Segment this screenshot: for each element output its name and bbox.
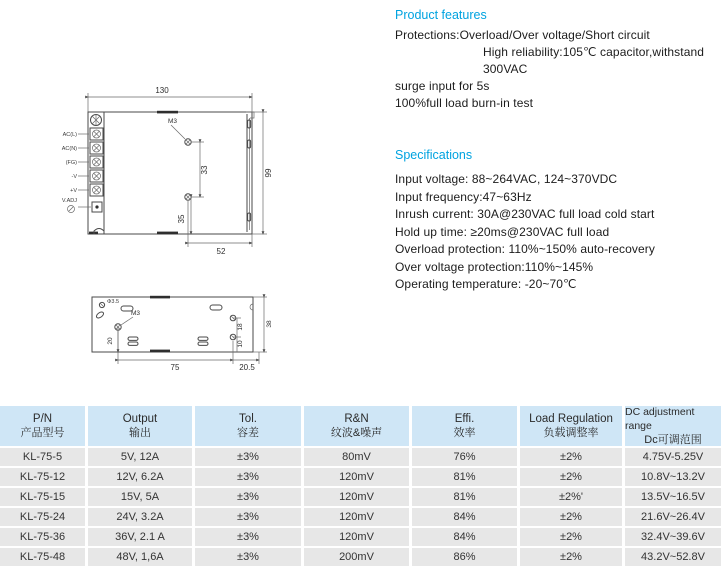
- m3-label: M3: [168, 118, 178, 125]
- dim-33-label: 33: [200, 165, 209, 175]
- spec-line: Hold up time: ≥20ms@230VAC full load: [395, 224, 610, 239]
- cell-tol: ±3%: [195, 448, 301, 466]
- cell-effi: 81%: [412, 488, 517, 506]
- dim-20-label: 20: [107, 337, 114, 345]
- dim-75-label: 75: [170, 363, 180, 372]
- cell-effi: 81%: [412, 468, 517, 486]
- terminal-label: -V: [71, 174, 77, 180]
- cell-dcrange: 32.4V~39.6V: [625, 528, 721, 546]
- column-header-pn: [0, 406, 85, 446]
- column-header-dcrange: [625, 406, 721, 446]
- spec-line: Inrush current: 30A@230VAC full load cold start: [395, 207, 655, 221]
- spec-line: Operating temperature: -20~70℃: [395, 277, 577, 291]
- cell-rn: 120mV: [304, 528, 409, 546]
- m3-label: M3: [131, 310, 141, 317]
- front-view-drawing: [50, 82, 295, 278]
- product-features-section: [395, 8, 721, 112]
- dim-38-label: 38: [266, 320, 273, 328]
- feature-line: surge input for 5s: [395, 79, 490, 93]
- column-header-output: [88, 406, 192, 446]
- cell-loadreg: ±2%: [520, 528, 622, 546]
- cell-rn: 120mV: [304, 508, 409, 526]
- cell-loadreg: ±2%: [520, 468, 622, 486]
- header-en: Load Regulation: [529, 413, 613, 425]
- header-en: DC adjustment range: [625, 406, 695, 432]
- dim-20-5-label: 20.5: [239, 363, 255, 372]
- cell-rn: 120mV: [304, 488, 409, 506]
- cell-output: 36V, 2.1 A: [88, 528, 192, 546]
- header-zh: 负载调整率: [543, 427, 599, 439]
- terminal-label: AC(N): [61, 146, 77, 152]
- cell-loadreg: ±2%': [520, 488, 622, 506]
- feature-line: Protections:Overload/Over voltage/Short circuit: [395, 28, 650, 42]
- terminal-label: +V: [70, 188, 77, 194]
- column-header-effi: [412, 406, 517, 446]
- cell-effi: 84%: [412, 528, 517, 546]
- specifications-title: Specifications: [395, 148, 473, 162]
- header-en: Effi.: [454, 413, 475, 425]
- spec-line: Overload protection: 110%~150% auto-recovery: [395, 242, 655, 256]
- feature-line: High reliability:105℃ capacitor,withstand 300VAC: [483, 45, 705, 76]
- cell-pn: KL-75-48: [0, 548, 85, 566]
- column-header-rn: [304, 406, 409, 446]
- header-en: Output: [122, 413, 158, 425]
- header-en: R&N: [344, 413, 369, 425]
- spec-table: [0, 406, 721, 566]
- cell-loadreg: ±2%: [520, 548, 622, 566]
- phi-hole: [95, 302, 104, 319]
- terminal-labels: [62, 132, 91, 213]
- vent-slots: [128, 337, 208, 345]
- header-zh: 容差: [237, 427, 259, 439]
- column-header-tol: [195, 406, 301, 446]
- terminal-block: [90, 128, 103, 196]
- cell-dcrange: 10.8V~13.2V: [625, 468, 721, 486]
- cell-tol: ±3%: [195, 528, 301, 546]
- spec-line: Input frequency:47~63Hz: [395, 189, 532, 204]
- header-zh: 效率: [453, 427, 476, 439]
- cell-rn: 200mV: [304, 548, 409, 566]
- specifications-section: [395, 148, 721, 294]
- cell-pn: KL-75-15: [0, 488, 85, 506]
- cell-pn: KL-75-5: [0, 448, 85, 466]
- dim-52-label: 52: [216, 247, 226, 256]
- cell-output: 15V, 5A: [88, 488, 192, 506]
- cell-dcrange: 4.75V-5.25V: [625, 448, 721, 466]
- header-zh: 产品型号: [20, 427, 65, 439]
- side-flange: [246, 112, 254, 232]
- header-en: Tol.: [239, 413, 257, 425]
- header-zh: 输出: [129, 427, 151, 439]
- screw-icon: [91, 115, 102, 126]
- terminal-label: AC(L): [62, 132, 77, 138]
- cell-effi: 86%: [412, 548, 517, 566]
- feature-line: 100%full load burn-in test: [395, 96, 534, 110]
- cell-output: 12V, 6.2A: [88, 468, 192, 486]
- potentiometer-icon: [92, 202, 102, 212]
- dim-99-label: 99: [264, 168, 273, 178]
- dim-10-label: 10: [237, 340, 244, 348]
- spec-line: Input voltage: 88~264VAC, 124~370VDC: [395, 172, 618, 186]
- cell-loadreg: ±2%: [520, 508, 622, 526]
- column-header-loadreg: [520, 406, 622, 446]
- cell-rn: 120mV: [304, 468, 409, 486]
- cell-tol: ±3%: [195, 508, 301, 526]
- cell-pn: KL-75-24: [0, 508, 85, 526]
- header-en: P/N: [32, 413, 53, 425]
- header-zh: Dc可调范围: [644, 434, 702, 446]
- bottom-view-drawing: [55, 283, 305, 383]
- cell-loadreg: ±2%: [520, 448, 622, 466]
- cell-output: 24V, 3.2A: [88, 508, 192, 526]
- cell-effi: 84%: [412, 508, 517, 526]
- cell-dcrange: 21.6V~26.4V: [625, 508, 721, 526]
- cell-output: 48V, 1,6A: [88, 548, 192, 566]
- cell-tol: ±3%: [195, 488, 301, 506]
- terminal-label: (FG): [65, 160, 77, 166]
- cell-output: 5V, 12A: [88, 448, 192, 466]
- cell-pn: KL-75-12: [0, 468, 85, 486]
- product-features-title: Product features: [395, 8, 487, 22]
- header-zh: 纹波&噪声: [330, 427, 383, 439]
- dim-35-label: 35: [177, 214, 186, 224]
- cell-tol: ±3%: [195, 548, 301, 566]
- terminal-label: V.ADJ: [61, 198, 77, 204]
- cell-rn: 80mV: [304, 448, 409, 466]
- vent-slot: [210, 305, 222, 310]
- cell-pn: KL-75-36: [0, 528, 85, 546]
- cell-tol: ±3%: [195, 468, 301, 486]
- phi-label: Φ3.5: [107, 299, 120, 305]
- cell-dcrange: 13.5V~16.5V: [625, 488, 721, 506]
- spec-line: Over voltage protection:110%~145%: [395, 259, 594, 274]
- dim-width-label: 130: [155, 86, 169, 95]
- cell-effi: 76%: [412, 448, 517, 466]
- dim-18-label: 18: [237, 323, 244, 331]
- mounting-hole: [185, 139, 191, 200]
- cell-dcrange: 43.2V~52.8V: [625, 548, 721, 566]
- mounting-hole: [230, 315, 236, 340]
